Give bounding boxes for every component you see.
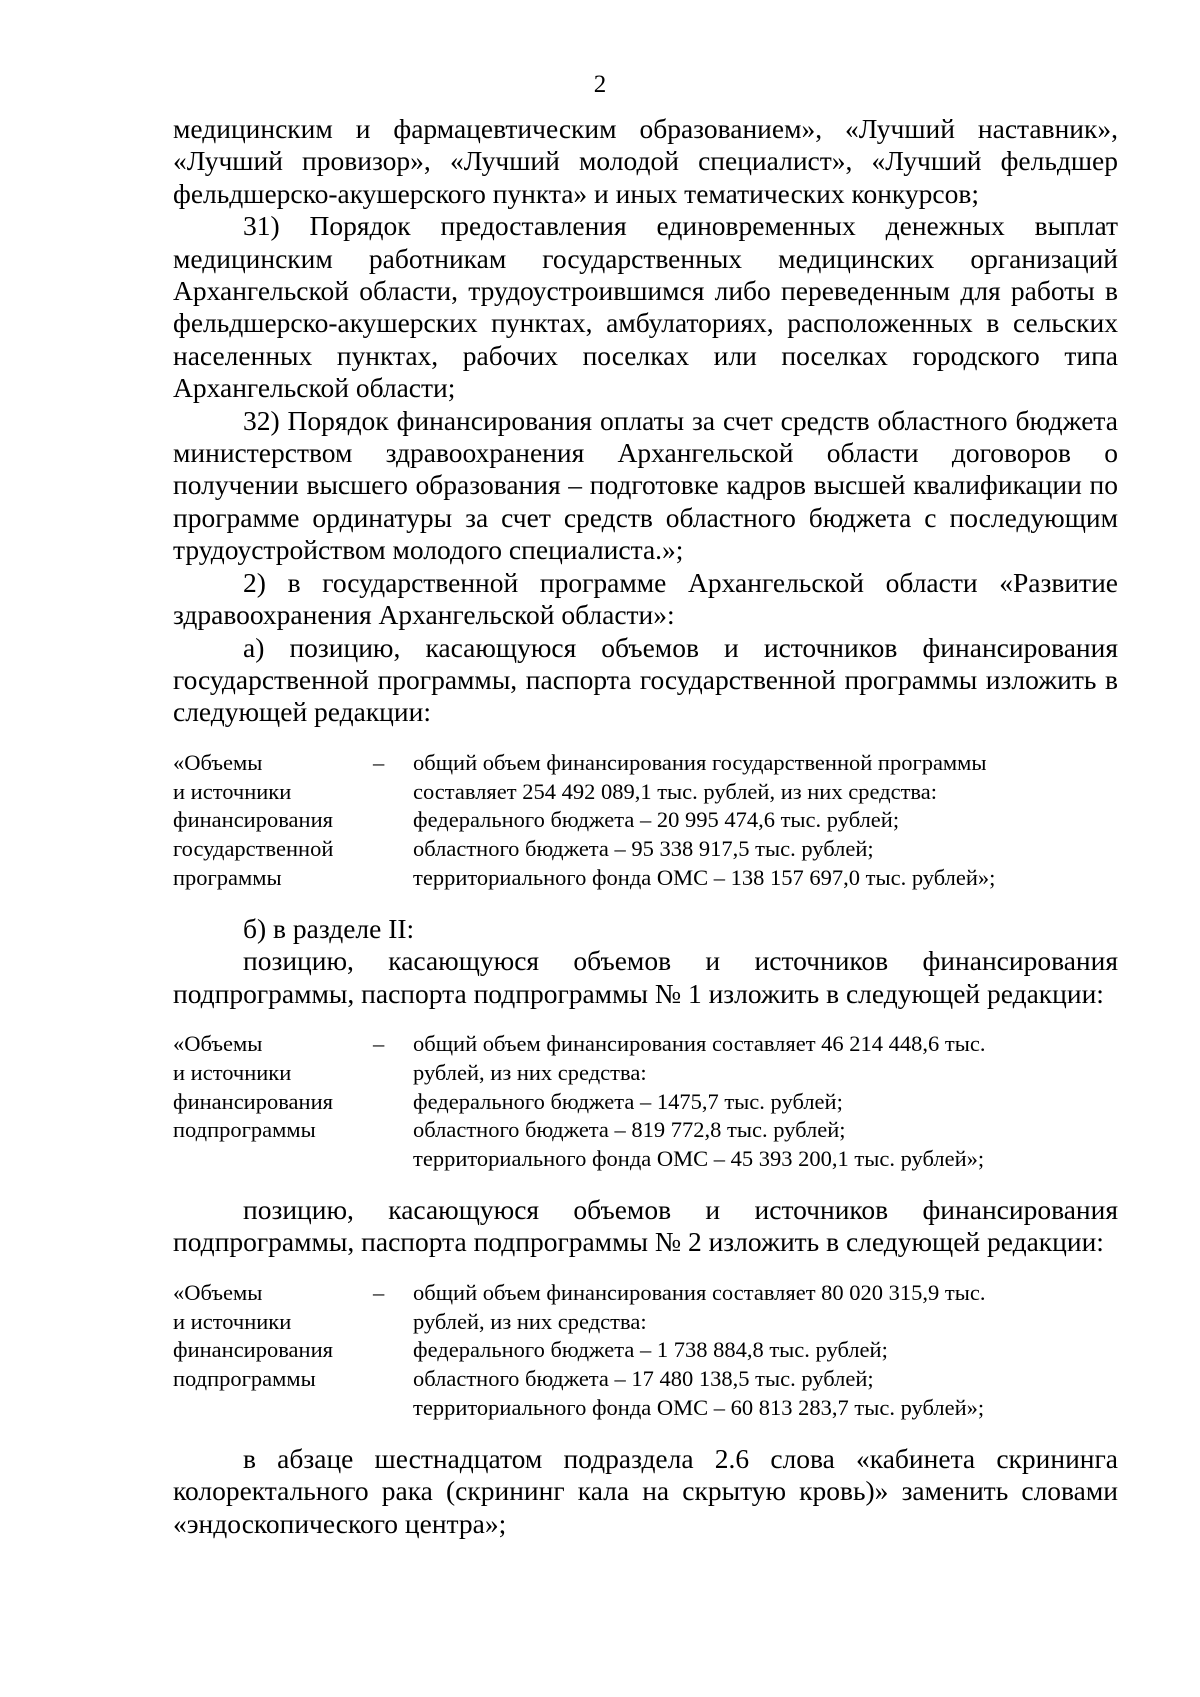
- spec-dash: –: [373, 749, 385, 775]
- paragraph-subprogram-2: позицию, касающуюся объемов и источников финансирования подпрограммы, паспорта подпрограммы № 2 изложить в следующей редакции:: [173, 1193, 1118, 1258]
- spec-value: общий объем финансирования составляет 80 020 315,9 тыс. рублей, из них средства: федерального бюджета – 1 738 884,8 тыс. рублей; областного бюджета – 17 480 138,5 тыс. рублей; территориального фонда ОМС – 60 813 283,7 тыс. рублей»;: [413, 1279, 986, 1420]
- spec-label: «Объемы и источники финансирования государственной программы: [173, 749, 334, 890]
- paragraph-section-ii: б) в разделе II:: [243, 912, 415, 944]
- spec-label: «Объемы и источники финансирования подпрограммы: [173, 1030, 333, 1143]
- financing-spec-state-program: [173, 749, 1118, 893]
- paragraph-subprogram-1: позицию, касающуюся объемов и источников финансирования подпрограммы, паспорта подпрограммы № 1 изложить в следующей редакции:: [173, 945, 1118, 1009]
- paragraph-position-a: а) позицию, касающуюся объемов и источников финансирования государственной программы, паспорта государственной программы изложить в следующей редакции:: [173, 631, 1118, 728]
- financing-spec-subprogram-1: [173, 1030, 1118, 1174]
- paragraph-contests: медицинским и фармацевтическим образованием», «Лучший наставник», «Лучший провизор», «Лучший молодой специалист», «Лучший фельдшер фельдшерско-акушерского пункта» и иных тематических конкурсов;: [173, 113, 1118, 209]
- financing-spec-subprogram-2: [173, 1279, 1118, 1423]
- spec-dash: –: [373, 1279, 385, 1305]
- spec-value: общий объем финансирования государственной программы составляет 254 492 089,1 тыс. рублей, из них средства: федерального бюджета – 20 995 474,6 тыс. рублей; областного бюджета – 95 338 917,5 тыс. рублей; территориального фонда ОМС – 138 157 697,0 тыс. рублей»;: [413, 749, 996, 890]
- document-body: [173, 113, 1118, 1540]
- spec-dash: –: [373, 1030, 385, 1056]
- spec-label: «Объемы и источники финансирования подпрограммы: [173, 1279, 333, 1392]
- paragraph-screening-replacement: в абзаце шестнадцатом подраздела 2.6 слова «кабинета скрининга колоректального рака (скрининг кала на скрытую кровь)» заменить словами «эндоскопического центра»;: [173, 1442, 1118, 1539]
- spec-value: общий объем финансирования составляет 46 214 448,6 тыс. рублей, из них средства: федерального бюджета – 1475,7 тыс. рублей; областного бюджета – 819 772,8 тыс. рублей; территориального фонда ОМС – 45 393 200,1 тыс. рублей»;: [413, 1030, 986, 1172]
- page-number: 2: [593, 71, 607, 98]
- paragraph-item-31: 31) Порядок предоставления единовременных денежных выплат медицинским работникам государственных медицинских организаций Архангельской области, трудоустроившимся либо переведенным для работы в фельдшерско-акушерских пунктах, амбулаториях, расположенных в сельских населенных пунктах, рабочих поселках или поселках городского типа Архангельской области;: [173, 210, 1118, 404]
- paragraph-item-32: 32) Порядок финансирования оплаты за счет средств областного бюджета министерством здравоохранения Архангельской области договоров о получении высшего образования – подготовке кадров высшей квалификации по программе ординатуры за счет средств областного бюджета с последующим трудоустройством молодого специалиста.»;: [173, 404, 1118, 566]
- paragraph-state-program: 2) в государственной программе Архангельской области «Развитие здравоохранения Архангельской области»:: [173, 566, 1118, 631]
